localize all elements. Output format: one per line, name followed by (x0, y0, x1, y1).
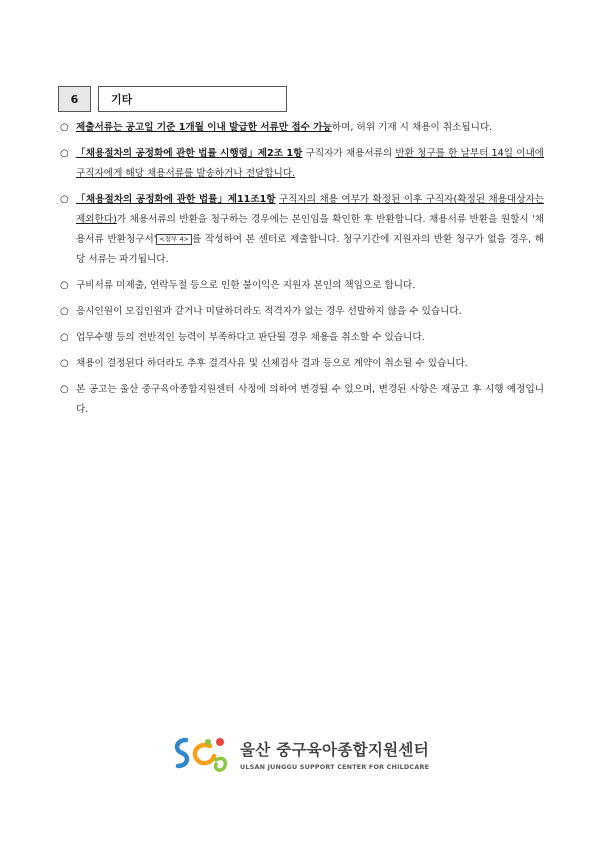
text-segment: 구직자가 채용서류의 (302, 148, 396, 159)
notice-text (76, 328, 544, 348)
text-segment: 업무수행 등의 전반적인 능력이 부족하다고 판단될 경우 채용을 취소할 수 있습니다. (76, 332, 425, 343)
attachment-tag: <첨부 4> (156, 234, 192, 245)
footer-logo (170, 734, 429, 774)
bullet-icon: ○ (60, 194, 69, 205)
notice-text (76, 354, 544, 374)
text-segment: 구직자의 채용 여부가 확정된 이후 구직자(확정된 채용대상자는 제외한다) (76, 194, 544, 225)
text-segment: 「채용절차의 공정화에 관한 법률 시행령」제2조 1항 (76, 148, 303, 159)
text-segment: 「채용절차의 공정화에 관한 법률」제11조1항 (76, 194, 276, 205)
center-name-english: ULSAN JUNGGU SUPPORT CENTER FOR CHILDCARE (240, 762, 430, 771)
notice-text (76, 276, 544, 296)
notice-list (60, 118, 544, 420)
notice-item (60, 144, 544, 184)
text-segment: 를 작성하여 본 센터로 제출합니다. 청구기간에 지원자의 반환 청구가 없을 경우, 해당 서류는 파기됩니다. (76, 234, 544, 265)
section-title: 기타 (98, 86, 287, 112)
section-number: 6 (58, 86, 91, 112)
bullet-icon: ○ (60, 148, 69, 159)
section-header (58, 86, 280, 112)
notice-text (76, 380, 544, 420)
text-segment: 제출서류는 공고일 기준 1개월 이내 발급한 서류만 접수 가능 (76, 122, 332, 133)
notice-item (60, 190, 544, 270)
text-segment: 반환 청구를 한 날부터 14일 이내에 구직자에게 해당 채용서류를 발송하거나 전달합니다. (76, 148, 545, 179)
text-segment: 가 채용서류의 반환을 청구하는 경우에는 본인임을 확인한 후 반환합니다. 채용서류 반환을 원할시 '채용서류 반환청구서' (76, 214, 544, 245)
notice-item (60, 354, 544, 374)
text-segment: 구비서류 미제출, 연락두절 등으로 인한 불이익은 지원자 본인의 책임으로 합니다. (76, 280, 416, 291)
notice-item (60, 118, 544, 138)
bullet-icon: ○ (60, 280, 69, 291)
notice-item (60, 302, 544, 322)
bullet-icon: ○ (60, 384, 69, 395)
text-segment: 응시인원이 모집인원과 같거나 미달하더라도 적격자가 없는 경우 선발하지 않을 수 있습니다. (76, 306, 462, 317)
notice-text (76, 302, 544, 322)
text-segment: 채용이 결정된다 하더라도 추후 결격사유 및 신체검사 결과 등으로 계약이 취소될 수 있습니다. (76, 358, 468, 369)
bullet-icon: ○ (60, 122, 69, 133)
text-segment: 본 공고는 울산 중구육아종합지원센터 사정에 의하여 변경될 수 있으며, 변경된 사항은 재공고 후 시행 예정입니다. (76, 384, 544, 415)
notice-text (76, 144, 544, 184)
bullet-icon: ○ (60, 358, 69, 369)
notice-text (76, 190, 544, 270)
bullet-icon: ○ (60, 332, 69, 343)
notice-item (60, 276, 544, 296)
notice-item (60, 328, 544, 348)
notice-item (60, 380, 544, 420)
bullet-icon: ○ (60, 306, 69, 317)
center-name-korean: 울산 중구육아종합지원센터 (240, 740, 429, 759)
notice-text (76, 118, 544, 138)
text-segment: 하며, 허위 기재 시 채용이 취소됩니다. (331, 122, 493, 133)
center-logo-icon (170, 734, 234, 774)
